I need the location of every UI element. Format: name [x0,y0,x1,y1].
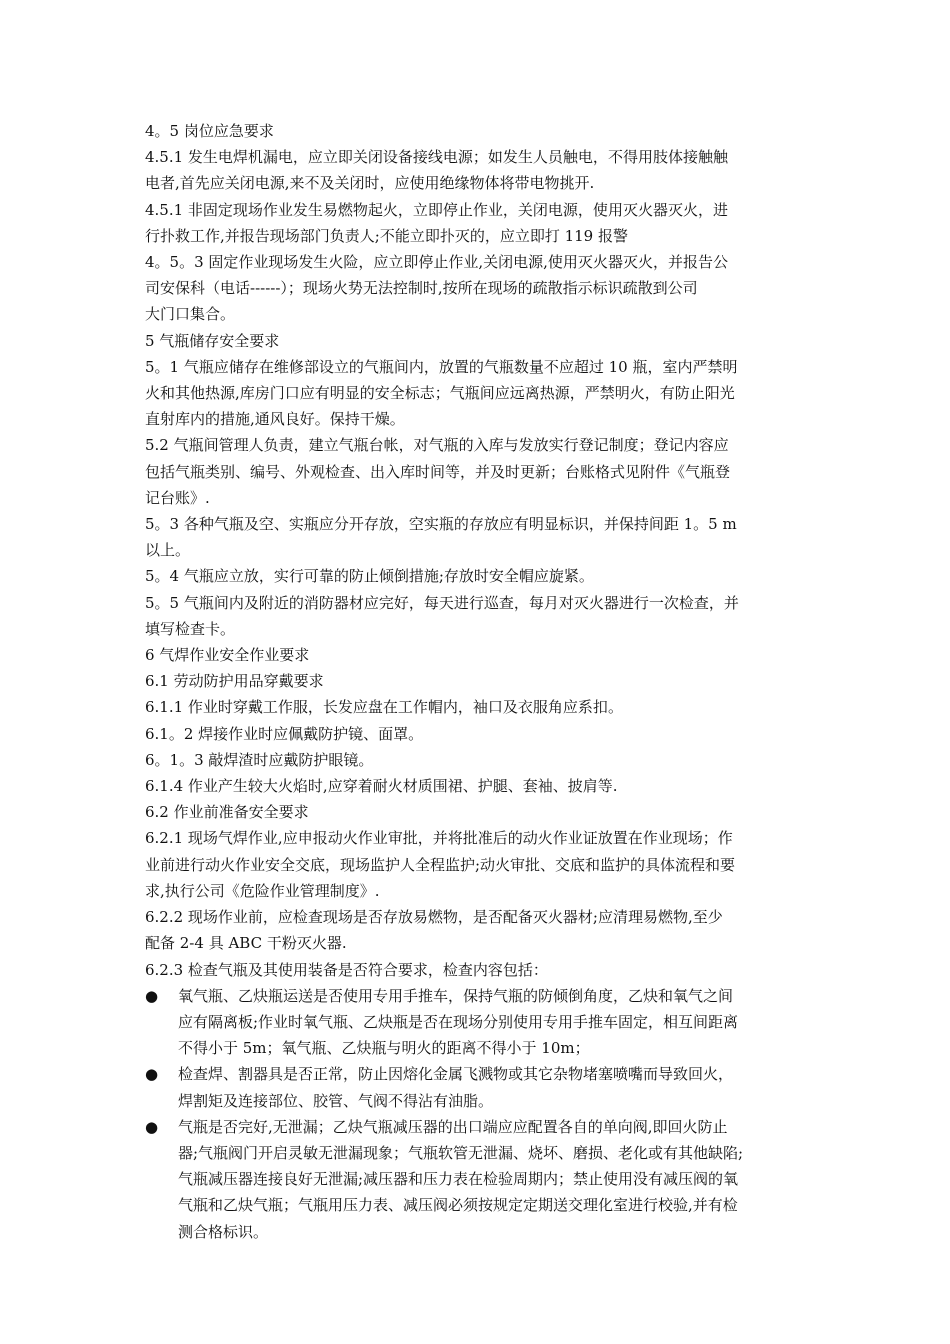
subsection-heading: 6.1 劳动防护用品穿戴要求 [145,672,324,691]
text-line: 包括气瓶类别、编号、外观检查、出入库时间等，并及时更新；台账格式见附件《气瓶登 [145,462,731,481]
bullet-dot-icon: ● [145,986,159,1005]
text-line: 5。1 气瓶应储存在维修部设立的气瓶间内，放置的气瓶数量不应超过 10 瓶，室内严禁明 [145,357,738,376]
text-line: 气瓶减压器连接良好无泄漏;减压器和压力表在检验周期内；禁止使用没有减压阀的氧 [178,1170,739,1189]
bullet-dot-icon: ● [145,1065,159,1084]
text-line: 4.5.1 非固定现场作业发生易燃物起火，立即停止作业，关闭电源，使用灭火器灭火，进 [145,200,728,219]
text-line: 5。3 各种气瓶及空、实瓶应分开存放，空实瓶的存放应有明显标识，并保持间距 1。5 m [145,515,737,534]
text-line: 直射库内的措施,通风良好。保持干燥。 [145,410,405,429]
text-line: 4。5。3 固定作业现场发生火险，应立即停止作业,关闭电源,使用灭火器灭火，并报告公 [145,253,728,272]
text-line: 5。5 气瓶间内及附近的消防器材应完好，每天进行巡查，每月对灭火器进行一次检查，并 [145,593,739,612]
text-line: 测合格标识。 [178,1222,269,1241]
text-line: 记台账》. [145,488,210,507]
text-line: 应有隔离板;作业时氧气瓶、乙炔瓶是否在现场分别使用专用手推车固定，相互间距离 [178,1012,739,1031]
bullet-item [145,1061,800,1113]
text-line: 6.1。2 焊接作业时应佩戴防护镜、面罩。 [145,724,424,743]
document-body [145,118,800,1245]
bullet-text [178,983,738,1062]
text-line: 以上。 [145,541,191,560]
text-line: 6。1。3 敲焊渣时应戴防护眼镜。 [145,750,374,769]
text-line: 求,执行公司《危险作业管理制度》. [145,881,380,900]
text-line: 5。4 气瓶应立放，实行可靠的防止倾倒措施;存放时安全帽应旋紧。 [145,567,594,586]
text-line: 气瓶和乙炔气瓶；气瓶用压力表、减压阀必须按规定定期送交理化室进行校验,并有检 [178,1196,738,1215]
bullet-item [145,1114,800,1245]
text-line: 氧气瓶、乙炔瓶运送是否使用专用手推车，保持气瓶的防倾倒角度，乙炔和氧气之间 [178,986,734,1005]
text-line: 配备 2-4 具 ABC 干粉灭火器. [145,934,347,953]
text-line: 电者,首先应关闭电源,来不及关闭时，应使用绝缘物体将带电物挑开. [145,174,595,193]
text-line: 4。5 岗位应急要求 [145,122,274,140]
text-line: 器;气瓶阀门开启灵敏无泄漏现象；气瓶软管无泄漏、烧坏、磨损、老化或有其他缺陷; [178,1143,744,1162]
text-line: 6.1.1 作业时穿戴工作服，长发应盘在工作帽内，袖口及衣服角应系扣。 [145,698,623,717]
text-line: 检查焊、割器具是否正常，防止因熔化金属飞溅物或其它杂物堵塞喷嘴而导致回火， [178,1065,734,1084]
text-line: 火和其他热源,库房门口应有明显的安全标志；气瓶间应远离热源，严禁明火，有防止阳光 [145,384,735,403]
subsection-heading: 6.2 作业前准备安全要求 [145,803,309,822]
text-line: 6.2.1 现场气焊作业,应申报动火作业审批，并将批准后的动火作业证放置在作业现场；作 [145,829,733,848]
text-line: 业前进行动火作业安全交底，现场监护人全程监护;动火审批、交底和监护的具体流程和要 [145,855,736,874]
bullet-text [178,1061,733,1113]
text-line: 司安保科（电话------）；现场火势无法控制时,按所在现场的疏散指示标识疏散到公司 [145,279,698,298]
text-line: 6.2.3 检查气瓶及其使用装备是否符合要求，检查内容包括： [145,960,548,979]
text-line: 大门口集合。 [145,305,236,324]
bullet-item [145,983,800,1062]
bullet-text [178,1114,743,1245]
section-heading: 6 气焊作业安全作业要求 [145,646,310,665]
text-line: 行扑救工作,并报告现场部门负责人;不能立即扑灭的，应立即打 119 报警 [145,226,628,245]
text-line: 6.1.4 作业产生较大火焰时,应穿着耐火材质围裙、护腿、套袖、披肩等. [145,777,618,796]
text-line: 不得小于 5m；氧气瓶、乙炔瓶与明火的距离不得小于 10m； [178,1039,590,1058]
text-line: 6.2.2 现场作业前，应检查现场是否存放易燃物，是否配备灭火器材;应清理易燃物,至少 [145,908,723,927]
section-heading: 5 气瓶储存安全要求 [145,331,280,350]
text-line: 气瓶是否完好,无泄漏；乙炔气瓶减压器的出口端应应配置各自的单向阀,即回火防止 [178,1117,728,1136]
text-line: 5.2 气瓶间管理人负责，建立气瓶台帐，对气瓶的入库与发放实行登记制度；登记内容应 [145,436,729,455]
text-line: 焊割矩及连接部位、胶管、气阀不得沾有油脂。 [178,1091,494,1110]
bullet-dot-icon: ● [145,1117,159,1136]
text-line: 填写检查卡。 [145,619,236,638]
text-line: 4.5.1 发生电焊机漏电，应立即关闭设备接线电源；如发生人员触电，不得用肢体接触触 [145,148,728,167]
